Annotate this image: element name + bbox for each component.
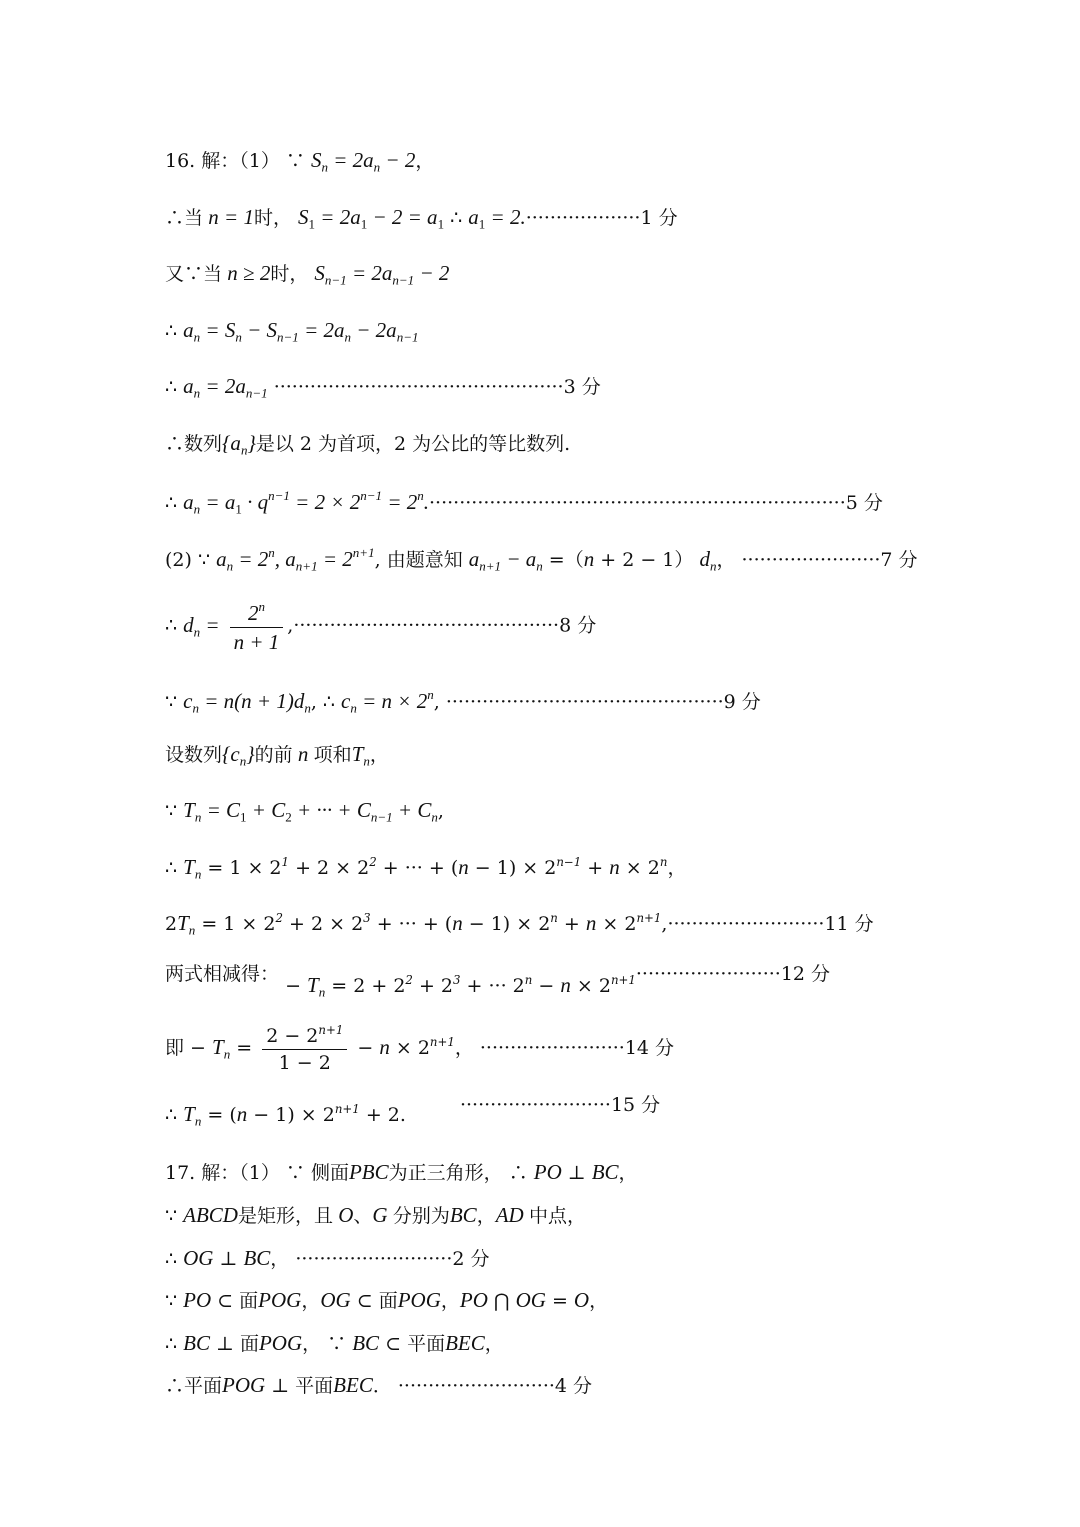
q16-line-17: ∴ $T_n = (n - 1) \times 2^{n+1} + 2$. ·························15 分 <box>165 1094 661 1129</box>
score-8: 8 分 <box>559 614 597 637</box>
q16-line-4: ∴ $a_n = S_n - S_{n-1} = 2a_n - 2a_{n-1}$ <box>165 318 419 345</box>
q16-heading: 16. 解：（1） <box>165 150 280 172</box>
q16-line-9: ∴ $d_n$ = $\frac{2^n}{n + 1}$ ,············································8 分 <box>165 599 597 655</box>
score-9: 9 分 <box>723 691 761 714</box>
q16-line-15: 两式相减得： − $T_n = 2 + 2^2 + 2^3$ + ··· $2^n - n \times 2^{n+1}\cdot\cdot\cdot\cdot\cdot\cdot\cdot\cdot\cdot\cdot\cdot\cdot\cdot\cdot\cdot\cdot\cdot\cdot\cdot\cdot\cdot\cdot\cdot\cdot 12$ 分 <box>165 963 831 1000</box>
q16-line-16: 即 − $T_n$ = $\frac{2 - 2^{n+1}}{1 - 2}$ − $n \times 2^{n+1}$， ························14 分 <box>165 1023 675 1075</box>
q16-line-1: 16. 解：（1） ∵ $S_n = 2a_n - 2$， <box>165 148 435 175</box>
q16-line-8: (2) ∵ $a_n = 2^n$, $a_{n+1} = 2^{n+1}$, 由题意知 $a_{n+1} - a_n =(n + 2 - 1)$ $d_n$， ·······················7 分 <box>165 545 918 574</box>
q16-line-7: ∴ $a_n = a_1 \cdot q^{n-1} = 2 \times 2^{n-1} = 2^n.\cdot\cdot\cdot\cdot\cdot\cdot\cdot\cdot\cdot\cdot\cdot\cdot\cdot\cdot\cdot\cdot\cdot\cdot\cdot\cdot\cdot\cdot\cdot\cdot\cdot\cdot\cdot\cdot\cdot\cdot\cdot\cdot\cdot\cdot\cdot\cdot\cdot\cdot\cdot\cdot\cdot\cdot\cdot\cdot\cdot\cdot\cdot\cdot\cdot\cdot\cdot\cdot\cdot\cdot\cdot\cdot\cdot\cdot\cdot\cdot\cdot\cdot\cdot\cdot\cdot\cdot\cdot\cdot\cdot 5$ 分 <box>165 488 883 517</box>
score-12: 12 分 <box>780 963 831 986</box>
q17-line-5: ∴ BC ⊥ 面POG， ∵ BC ⊂ 平面BEC， <box>165 1331 504 1355</box>
q17-heading: 17. 解：（1） <box>165 1162 280 1184</box>
q16-line-2: ∴当 n = 1时， $S_1 = 2a_1 - 2 = a_1$ ∴ $a_1 = 2.\cdot\cdot\cdot\cdot\cdot\cdot\cdot\cdot\cdot\cdot\cdot\cdot\cdot\cdot\cdot\cdot\cdot\cdot\cdot 1$ 分 <box>165 205 678 232</box>
q16-line-11: 设数列$\{c_n\}$的前 n 项和$T_n$， <box>165 742 389 769</box>
q17-line-2: ∵ ABCD是矩形，且 O、G 分别为BC，AD 中点， <box>165 1203 586 1227</box>
score-5: 5 分 <box>845 492 883 515</box>
q17-line-1: 17. 解：（1） ∵ 侧面PBC为正三角形， ∴ PO ⊥ BC， <box>165 1160 638 1184</box>
q17-line-4: ∵ PO ⊂ 面POG，OG ⊂ 面POG，PO ⋂ OG = O， <box>165 1288 609 1312</box>
q16-line-12: ∵ $T_n = C_1 + C_2$ + ··· + $C_{n-1} + C_n$, <box>165 798 444 825</box>
score-2: 2 分 <box>452 1248 490 1270</box>
fraction: $\frac{2 - 2^{n+1}}{1 - 2}$ <box>262 1025 347 1073</box>
q17-line-3: ∴ OG ⊥ BC， ··························2 分 <box>165 1246 490 1270</box>
score-3: 3 分 <box>563 376 601 398</box>
score-1: 1 分 <box>640 207 678 229</box>
q16-line-5: ∴ $a_n = 2a_{n-1} \cdot\cdot\cdot\cdot\cdot\cdot\cdot\cdot\cdot\cdot\cdot\cdot\cdot\cdot\cdot\cdot\cdot\cdot\cdot\cdot\cdot\cdot\cdot\cdot\cdot\cdot\cdot\cdot\cdot\cdot\cdot\cdot\cdot\cdot\cdot\cdot\cdot\cdot\cdot\cdot\cdot\cdot\cdot\cdot\cdot\cdot\cdot\cdot 3$ 分 <box>165 374 601 401</box>
score-4: 4 分 <box>554 1375 593 1397</box>
fraction: $\frac{2^n}{n + 1}$ <box>230 600 284 653</box>
q16-line-10: ∵ $c_n = n(n + 1)d_n$, ∴ $c_n = n \times 2^n$, ··············································9 分 <box>165 687 761 716</box>
q16-line-13: ∴ $T_n = 1 \times 2^1 + 2 \times 2^2$ + ··· + $(n - 1) \times 2^{n-1} + n \times 2^n$， <box>165 855 687 882</box>
score-15: 15 分 <box>610 1094 661 1117</box>
score-7: 7 分 <box>880 549 918 572</box>
score-14: 14 分 <box>624 1037 675 1060</box>
score-11: 11 分 <box>824 913 874 936</box>
q16-line-6: ∴数列$\{a_n\}$是以 2 为首项，2 为公比的等比数列. <box>165 431 571 458</box>
q17-line-6: ∴平面POG ⊥ 平面BEC． ··························4 分 <box>165 1373 593 1397</box>
q16-line-14: $2T_n = 1 \times 2^2 + 2 \times 2^3$ + ··· + $(n - 1) \times 2^n + n \times 2^{n+1},\cdot\cdot\cdot\cdot\cdot\cdot\cdot\cdot\cdot\cdot\cdot\cdot\cdot\cdot\cdot\cdot\cdot\cdot\cdot\cdot\cdot\cdot\cdot\cdot\cdot\cdot 11$ 分 <box>165 911 874 938</box>
q16-line-3: 又∵当 n ≥ 2时， $S_{n-1} = 2a_{n-1} - 2$ <box>165 261 450 288</box>
